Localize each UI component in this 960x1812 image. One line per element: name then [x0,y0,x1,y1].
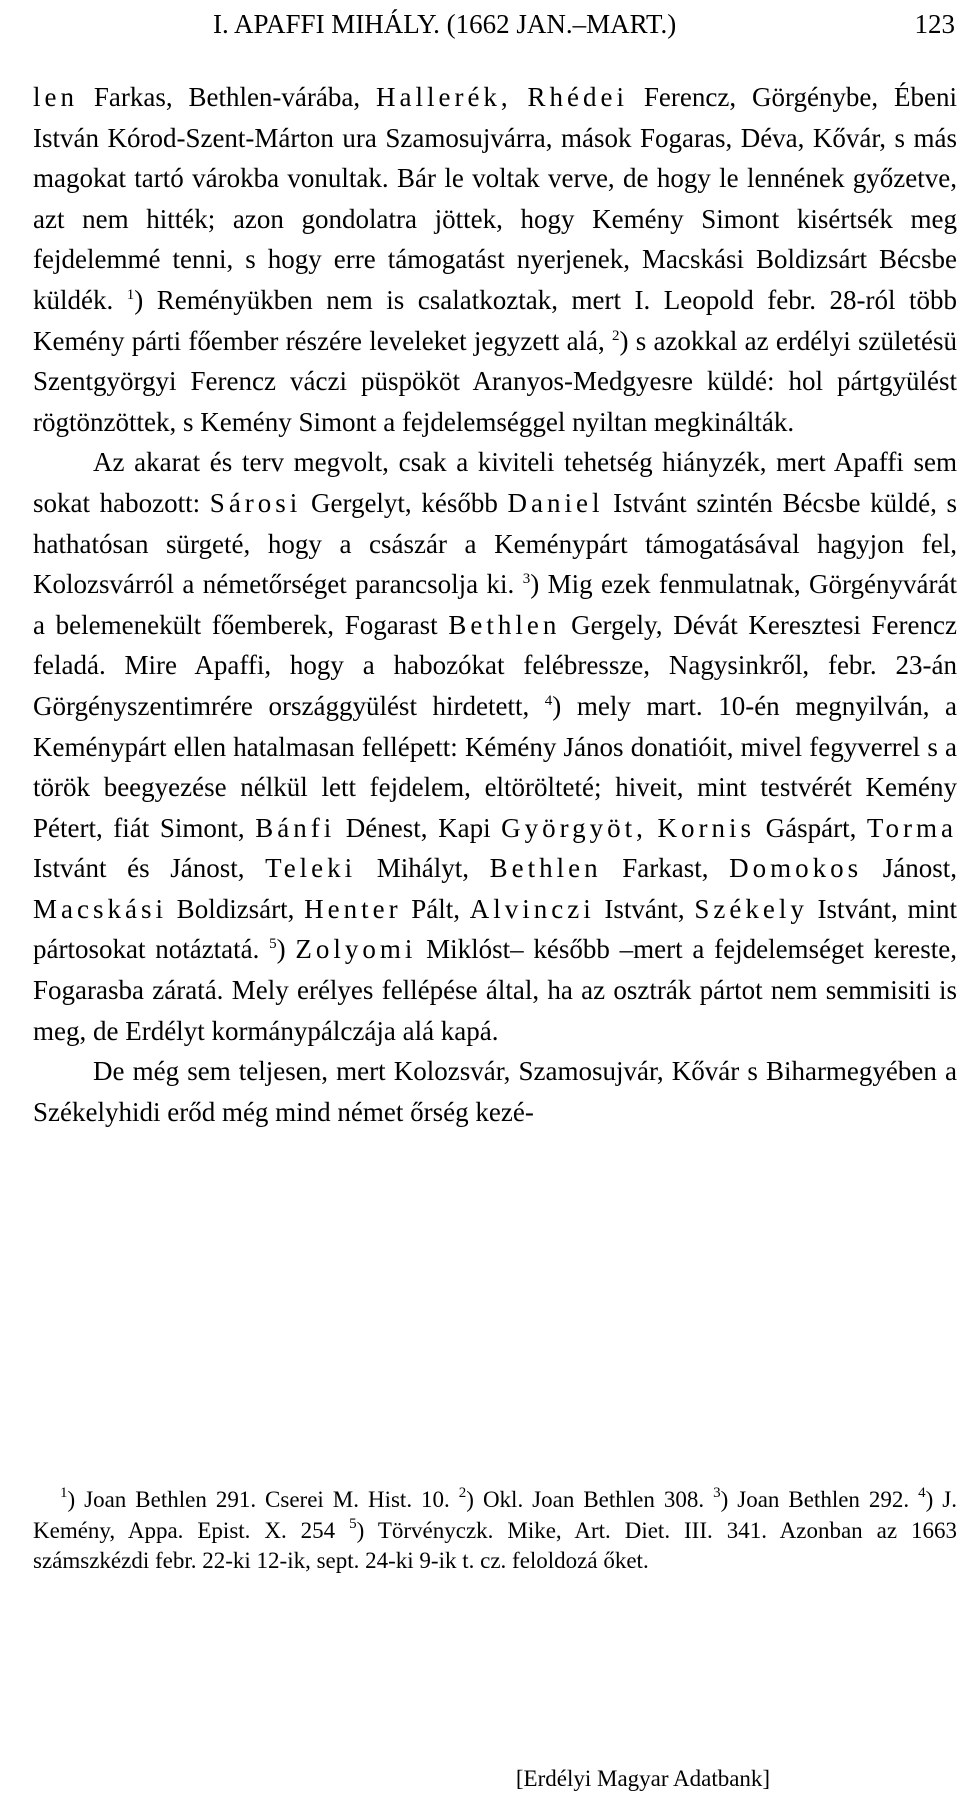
text-run: Istvánt szintén Bécsbe küldé, s hathatósan sürgeté, hogy a császár a Keménypárt támogatásával hagyjon fel, Kolozsvárról a németőrséget parancsolja ki. [33,487,957,600]
footnote-marker: 4 [918,1485,926,1501]
spaced-name: Alvinczi [469,893,595,924]
footnotes [33,1485,957,1577]
body-text [33,77,957,1132]
text-run: Gergelyt, később [301,487,508,518]
spaced-name: Henter [304,893,402,924]
text-run: ) Joan Bethlen 291. Cserei M. Hist. 10. [67,1487,459,1512]
spaced-name: Székely [694,893,808,924]
page-footer [33,1764,957,1794]
text-run [647,813,658,843]
spaced-name: Bethlen [489,853,602,884]
footnote-marker: 3 [713,1485,721,1501]
spaced-name: Macskási [33,893,167,924]
spaced-name: Daniel [507,487,604,518]
text-run: Istvánt, mint pártosokat notáztatá. [33,893,957,965]
footnote-marker: 5 [269,936,277,953]
text-run: ) Reményükben nem is csalatkoztak, mert I. Leopold febr. 28-ról több Kemény párti főember részére leveleket jegyzett alá, [33,284,957,356]
page-number: 123 [914,9,955,39]
spaced-name: Bethlen [448,609,561,640]
spaced-name: Torma [866,812,958,843]
source-label: [Erdélyi Magyar Adatbank] [515,1766,771,1791]
text-run: Mihályt, [356,853,490,884]
text-run: Miklóst– később –mert a fejdelemséget kereste, Fogarasba záratá. Mely erélyes fellépése által, ha az osztrák pártot nem semmisiti is meg, de Erdélyt kormánypálczája alá kapá. [33,934,957,1046]
text-run: Istvánt és Jánost, [33,853,266,884]
text-run: ) s azokkal az erdélyi születésü Szentgyörgyi Ferencz váczi püspököt Aranyos-Medgyesre küldé: hol pártgyülést rögtönzöttek, s Kemény Simont a fejdelemséggel nyiltan megkinálták. [33,325,957,437]
paragraph [33,77,957,442]
text-run: Pált, [401,893,470,924]
spaced-name: Teleki [265,853,357,884]
footnote-marker: 2 [458,1485,467,1501]
text-run: ) Joan Bethlen 292. [720,1487,919,1512]
text-run: Ferencz, Görgénybe, Ébeni István Kórod-Szent-Márton ura Szamosujvárra, mások Fogaras, Déva, Kővár, s más magokat tartó várokba vonultak. Bár le voltak verve, de hogy le lennének győzetve, azt nem hitték; azon gondolatra jöttek, hogy Kemény Simont kisértsék meg fejdelemmé tenni, s hogy erre támogatást nyerjenek, Macskási Boldizsárt Bécsbe küldék. [33,82,957,315]
text-run: De még sem teljesen, mert Kolozsvár, Szamosujvár, Kővár s Biharmegyében a Székelyhidi erőd még mind német őrség kezé- [33,1056,957,1127]
footnote-marker: 1 [126,286,135,303]
text-run: Boldizsárt, [166,893,305,924]
spaced-name: Rhédei [527,82,629,112]
text-run: ) Törvényczk. Mike, Art. Diet. III. 341. Azonban az 1663 számszkézdi febr. 22-ki 12-ik, sept. 24-ki 9-ik t. cz. feloldozá őket. [33,1517,957,1573]
footnote-marker: 5 [349,1515,357,1532]
paragraph [33,442,957,1051]
text-run: ) Mig ezek fenmulatnak, Görgényvárát a belemenekült főemberek, Fogarast [33,569,957,640]
footnote-marker: 3 [522,571,531,588]
text-run: ) J. Kemény, Appa. Epist. X. 254 [33,1487,958,1543]
page-header [33,4,957,44]
footnote-marker: 1 [60,1485,68,1501]
text-run: Dénest, Kapi [335,812,502,843]
text-run: ) mely mart. 10-én megnyilván, a Keménypárt ellen hatalmasan fellépett: Kémény János donatióit, mivel fegyverrel s a török beegyezése nélkül lett fejdelem, eltörölteté; hiveit, mint testvérét Kemény Pétert, fiát Simont, [33,690,958,843]
spaced-name: Sárosi [209,487,302,518]
text-run [512,82,528,112]
text-run: Gáspárt, [755,812,867,843]
text-run: Gergely, Dévát Keresztesi Ferencz feladá. Mire Apaffi, hogy a habozókat felébressze, Nagysinkről, febr. 23-án Görgényszentimrére országgyülést hirdetett, [33,609,957,721]
text-run: Jánost, [862,853,958,884]
spaced-name: Zolyomi [295,934,417,965]
spaced-name: Domokos [729,853,863,884]
footnote-paragraph [33,1485,957,1577]
text-run: Az akarat és terv megvolt, csak a kiviteli tehetség hiányzék, mert Apaffi sem sokat habozott: [33,447,957,518]
spaced-name: Bánfi [255,812,336,843]
spaced-name: Györgyöt, [501,812,647,843]
text-run: Farkas, Bethlen-várába, [78,82,376,112]
text-run: Farkast, [601,853,730,884]
spaced-name: Hallerék, [375,82,512,112]
text-run: Istvánt, [594,893,695,924]
text-run: ) Okl. Joan Bethlen 308. [466,1487,714,1512]
spaced-name: Kornis [657,812,756,843]
footnote-marker: 2 [612,327,620,344]
spaced-name: len [33,82,78,112]
book-page [33,0,957,1812]
text-run: ) [276,934,296,965]
running-title: I. APAFFI MIHÁLY. (1662 JAN.–MART.) [213,9,677,39]
paragraph [33,1051,957,1132]
footnote-marker: 4 [544,692,553,709]
